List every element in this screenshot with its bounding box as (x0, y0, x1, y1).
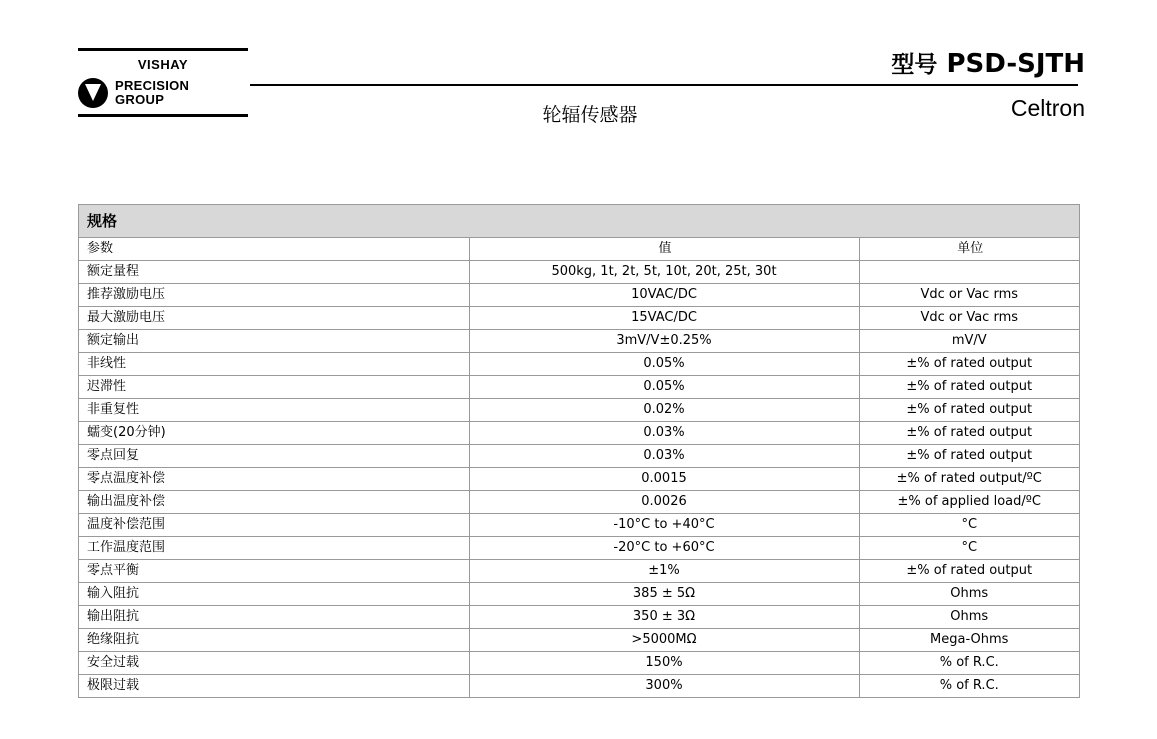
cell-parameter: 蠕变(20分钟) (79, 422, 469, 445)
model-line (891, 46, 1085, 79)
table-row (79, 606, 1079, 629)
cell-parameter: 输出温度补偿 (79, 491, 469, 514)
cell-unit: % of R.C. (859, 652, 1079, 675)
cell-value: 350 ± 3Ω (469, 606, 859, 629)
cell-unit: ±% of rated output (859, 422, 1079, 445)
cell-value: 0.0026 (469, 491, 859, 514)
cell-unit: ±% of rated output (859, 399, 1079, 422)
logo-vishay-text: VISHAY (137, 57, 189, 72)
column-header-value: 值 (469, 238, 859, 261)
cell-value: 500kg, 1t, 2t, 5t, 10t, 20t, 25t, 30t (469, 261, 859, 284)
table-row (79, 583, 1079, 606)
table-row (79, 629, 1079, 652)
product-subtitle: 轮辐传感器 (542, 104, 638, 126)
table-row (79, 445, 1079, 468)
cell-unit: ±% of rated output (859, 353, 1079, 376)
cell-value: 0.02% (469, 399, 859, 422)
cell-unit: °C (859, 537, 1079, 560)
cell-unit: mV/V (859, 330, 1079, 353)
cell-unit: °C (859, 514, 1079, 537)
specifications-table (79, 238, 1079, 697)
cell-unit: ±% of rated output (859, 376, 1079, 399)
cell-value: 10VAC/DC (469, 284, 859, 307)
cell-unit: Mega-Ohms (859, 629, 1079, 652)
table-row (79, 652, 1079, 675)
column-header-unit: 单位 (859, 238, 1079, 261)
cell-unit: % of R.C. (939, 678, 999, 693)
vishay-v-icon (78, 78, 108, 108)
cell-value: 15VAC/DC (469, 307, 859, 330)
cell-parameter: 绝缘阻抗 (79, 629, 469, 652)
table-row (79, 514, 1079, 537)
cell-value: 0.03% (469, 422, 859, 445)
table-row (79, 330, 1079, 353)
cell-unit: Ohms (859, 583, 1079, 606)
cell-value: -10°C to +40°C (469, 514, 859, 537)
table-row (79, 491, 1079, 514)
cell-parameter: 额定输出 (79, 330, 469, 353)
cell-unit: ±% of rated output (859, 560, 1079, 583)
cell-parameter: 推荐激励电压 (79, 284, 469, 307)
cell-unit: ±% of rated output (859, 445, 1079, 468)
cell-parameter: 迟滞性 (79, 376, 469, 399)
table-row (79, 468, 1079, 491)
cell-parameter: 零点回复 (79, 445, 469, 468)
column-header-parameter: 参数 (79, 238, 469, 261)
logo-wordmark-top (78, 51, 248, 76)
cell-parameter: 非重复性 (79, 399, 469, 422)
table-row (79, 284, 1079, 307)
table-row (79, 422, 1079, 445)
model-value: PSD-SJTH (946, 49, 1085, 79)
table-row (79, 261, 1079, 284)
cell-value: 0.05% (469, 353, 859, 376)
specifications-panel (78, 204, 1080, 698)
logo-precision-group (115, 79, 189, 107)
table-row (79, 560, 1079, 583)
vishay-logo (78, 48, 248, 117)
logo-mark-row (78, 78, 248, 108)
table-row (79, 353, 1079, 376)
table-row (79, 399, 1079, 422)
logo-precision-text: PRECISION (115, 78, 190, 93)
cell-parameter: 工作温度范围 (79, 537, 469, 560)
brand-name: Celtron (1010, 95, 1085, 121)
cell-unit: Vdc or Vac rms (859, 284, 1079, 307)
table-row (79, 675, 1079, 698)
cell-value: 385 ± 5Ω (469, 583, 859, 606)
table-header-row (79, 238, 1079, 261)
cell-unit (859, 261, 1079, 284)
cell-parameter: 温度补偿范围 (79, 514, 469, 537)
cell-parameter: 额定量程 (79, 261, 469, 284)
table-row (79, 307, 1079, 330)
cell-value: 300% (469, 675, 859, 698)
cell-parameter: 非线性 (79, 353, 469, 376)
logo-rule-bottom (78, 114, 248, 117)
cell-unit: ±% of applied load/ºC (859, 491, 1079, 514)
logo-group-text: GROUP (115, 92, 165, 107)
cell-parameter: 输入阻抗 (79, 583, 469, 606)
cell-parameter: 零点平衡 (79, 560, 469, 583)
table-row (79, 537, 1079, 560)
cell-parameter: 最大激励电压 (79, 307, 469, 330)
cell-value: >5000MΩ (469, 629, 859, 652)
cell-parameter: 极限过载 (79, 675, 469, 698)
cell-value: 3mV/V±0.25% (469, 330, 859, 353)
cell-unit: Ohms (859, 606, 1079, 629)
table-row (79, 376, 1079, 399)
cell-parameter: 输出阻抗 (79, 606, 469, 629)
cell-value: 0.05% (469, 376, 859, 399)
cell-unit: Vdc or Vac rms (859, 307, 1079, 330)
cell-value: -20°C to +60°C (469, 537, 859, 560)
cell-value: ±1% (469, 560, 859, 583)
model-label: 型号 (891, 52, 938, 78)
cell-value: 150% (469, 652, 859, 675)
cell-value: 0.0015 (469, 468, 859, 491)
header-model-block (891, 46, 1085, 122)
cell-unit: ±% of rated output/ºC (859, 468, 1079, 491)
page-header (0, 0, 1157, 175)
specifications-title: 规格 (79, 205, 1079, 238)
cell-parameter: 零点温度补偿 (79, 468, 469, 491)
cell-value: 0.03% (469, 445, 859, 468)
cell-parameter: 安全过载 (79, 652, 469, 675)
